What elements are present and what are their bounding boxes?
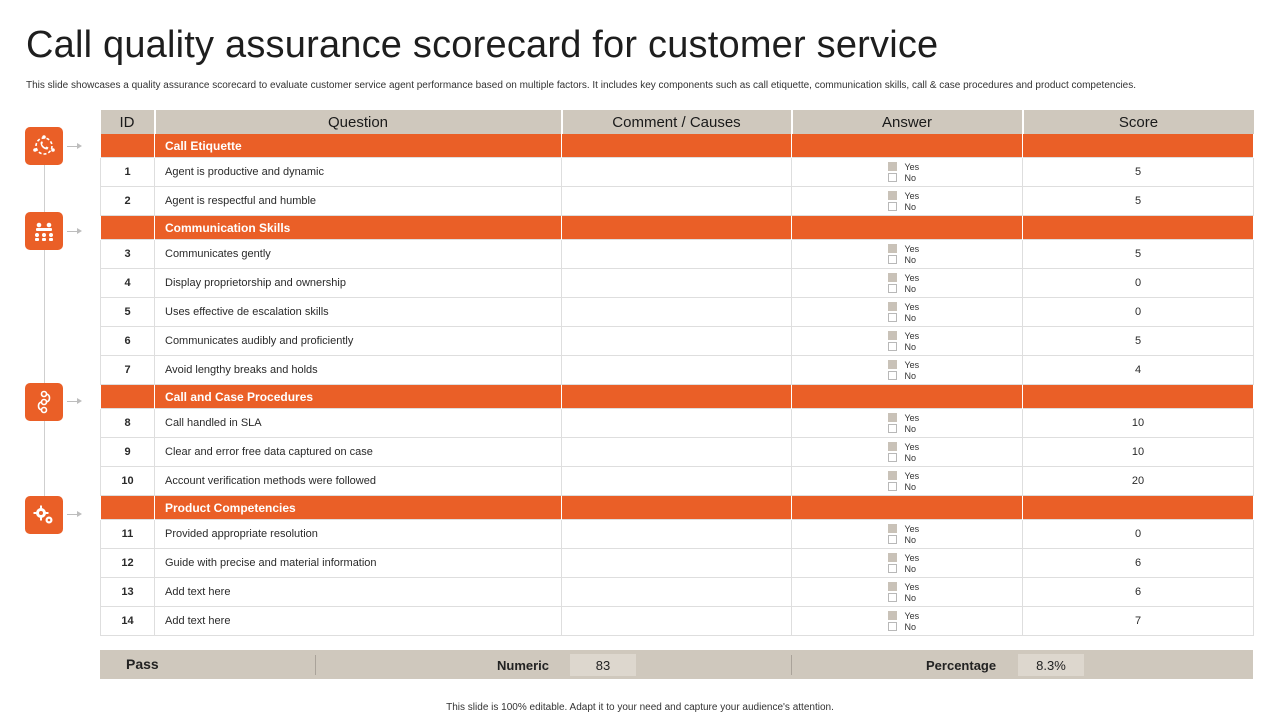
row-score: 6 [1023, 578, 1254, 607]
no-label: No [904, 481, 917, 492]
row-question: Guide with precise and material information [155, 549, 562, 578]
answer-options [792, 190, 1022, 212]
row-question: Add text here [155, 578, 562, 607]
row-score: 5 [1023, 187, 1254, 216]
footer-note: This slide is 100% editable. Adapt it to your need and capture your audience's attention. [446, 702, 834, 713]
section-empty-cell [792, 385, 1023, 409]
section-title: Communication Skills [155, 216, 562, 240]
row-comment[interactable] [562, 240, 792, 269]
answer-option-yes[interactable] [888, 470, 927, 481]
section-id-cell [101, 385, 155, 409]
no-checkbox[interactable] [888, 313, 897, 322]
team-meeting-icon [25, 212, 63, 250]
row-answer [792, 356, 1023, 385]
row-question: Clear and error free data captured on case [155, 438, 562, 467]
section-header-row [101, 385, 1254, 409]
no-checkbox[interactable] [888, 371, 897, 380]
no-label: No [904, 621, 917, 632]
answer-option-no[interactable] [888, 563, 927, 574]
arrow-right-icon [67, 401, 83, 403]
row-id: 2 [101, 187, 155, 216]
table-row [101, 438, 1254, 467]
yes-checkbox[interactable] [888, 244, 897, 253]
row-comment[interactable] [562, 578, 792, 607]
no-label: No [904, 254, 917, 265]
answer-options [792, 243, 1022, 265]
summary-divider [315, 655, 316, 675]
section-empty-cell [792, 216, 1023, 240]
row-answer [792, 520, 1023, 549]
yes-label: Yes [904, 552, 920, 563]
row-id: 4 [101, 269, 155, 298]
row-comment[interactable] [562, 607, 792, 636]
row-answer [792, 409, 1023, 438]
answer-option-yes[interactable] [888, 552, 927, 563]
answer-options [792, 272, 1022, 294]
row-answer [792, 240, 1023, 269]
section-empty-cell [562, 385, 792, 409]
no-label: No [904, 563, 917, 574]
row-score: 20 [1023, 467, 1254, 496]
row-comment[interactable] [562, 549, 792, 578]
no-checkbox[interactable] [888, 622, 897, 631]
table-row [101, 467, 1254, 496]
no-checkbox[interactable] [888, 202, 897, 211]
no-label: No [904, 452, 917, 463]
table-row [101, 520, 1254, 549]
no-label: No [904, 283, 917, 294]
no-label: No [904, 423, 917, 434]
row-id: 10 [101, 467, 155, 496]
answer-option-no[interactable] [888, 172, 927, 183]
yes-checkbox[interactable] [888, 273, 897, 282]
yes-checkbox[interactable] [888, 331, 897, 340]
row-id: 14 [101, 607, 155, 636]
no-label: No [904, 592, 917, 603]
no-checkbox[interactable] [888, 424, 897, 433]
numeric-value: 83 [570, 654, 636, 676]
yes-label: Yes [904, 470, 920, 481]
answer-options [792, 359, 1022, 381]
no-checkbox[interactable] [888, 482, 897, 491]
no-checkbox[interactable] [888, 255, 897, 264]
row-comment[interactable] [562, 158, 792, 187]
row-score: 5 [1023, 240, 1254, 269]
header-question: Question [155, 110, 562, 134]
section-id-cell [101, 496, 155, 520]
row-comment[interactable] [562, 520, 792, 549]
section-empty-cell [562, 216, 792, 240]
no-label: No [904, 312, 917, 323]
row-answer [792, 549, 1023, 578]
yes-label: Yes [904, 441, 920, 452]
row-question: Communicates gently [155, 240, 562, 269]
row-question: Account verification methods were followed [155, 467, 562, 496]
section-header-row [101, 134, 1254, 158]
no-label: No [904, 370, 917, 381]
yes-label: Yes [904, 301, 920, 312]
answer-option-yes[interactable] [888, 523, 927, 534]
section-empty-cell [792, 496, 1023, 520]
row-answer [792, 467, 1023, 496]
row-id: 8 [101, 409, 155, 438]
yes-checkbox[interactable] [888, 471, 897, 480]
row-question: Agent is productive and dynamic [155, 158, 562, 187]
section-empty-cell [1023, 134, 1254, 158]
row-score: 5 [1023, 158, 1254, 187]
row-id: 11 [101, 520, 155, 549]
row-comment[interactable] [562, 438, 792, 467]
row-answer [792, 578, 1023, 607]
table-row [101, 187, 1254, 216]
table-row [101, 269, 1254, 298]
answer-options [792, 552, 1022, 574]
yes-checkbox[interactable] [888, 611, 897, 620]
answer-option-no[interactable] [888, 621, 927, 632]
row-id: 12 [101, 549, 155, 578]
no-checkbox[interactable] [888, 535, 897, 544]
percentage-label: Percentage [926, 658, 997, 673]
answer-option-no[interactable] [888, 534, 927, 545]
scorecard-table [100, 110, 1254, 636]
section-id-cell [101, 134, 155, 158]
answer-option-yes[interactable] [888, 272, 927, 283]
no-label: No [904, 172, 917, 183]
arrow-right-icon [67, 231, 83, 233]
answer-option-yes[interactable] [888, 190, 927, 201]
table-row [101, 549, 1254, 578]
yes-checkbox[interactable] [888, 582, 897, 591]
no-label: No [904, 201, 917, 212]
row-answer [792, 327, 1023, 356]
section-title: Call and Case Procedures [155, 385, 562, 409]
row-comment[interactable] [562, 187, 792, 216]
no-checkbox[interactable] [888, 564, 897, 573]
row-answer [792, 298, 1023, 327]
process-flow-icon [25, 383, 63, 421]
row-question: Communicates audibly and proficiently [155, 327, 562, 356]
row-score: 7 [1023, 607, 1254, 636]
row-comment[interactable] [562, 269, 792, 298]
page-subtitle: This slide showcases a quality assurance scorecard to evaluate customer service agent performance based on multiple factors. It includes key components such as call etiquette, communication skills, call & case procedures and product competencies. [26, 80, 1136, 91]
section-empty-cell [1023, 385, 1254, 409]
arrow-right-icon [67, 514, 83, 516]
answer-option-yes[interactable] [888, 610, 927, 621]
table-row [101, 327, 1254, 356]
row-comment[interactable] [562, 327, 792, 356]
answer-option-yes[interactable] [888, 301, 927, 312]
no-label: No [904, 534, 917, 545]
row-score: 4 [1023, 356, 1254, 385]
row-score: 6 [1023, 549, 1254, 578]
yes-checkbox[interactable] [888, 413, 897, 422]
table-row [101, 607, 1254, 636]
row-question: Uses effective de escalation skills [155, 298, 562, 327]
gears-icon [25, 496, 63, 534]
yes-label: Yes [904, 412, 920, 423]
timeline-line [44, 146, 45, 514]
yes-label: Yes [904, 243, 920, 254]
row-question: Agent is respectful and humble [155, 187, 562, 216]
answer-options [792, 412, 1022, 434]
yes-label: Yes [904, 581, 920, 592]
answer-option-no[interactable] [888, 481, 927, 492]
row-score: 0 [1023, 269, 1254, 298]
row-answer [792, 158, 1023, 187]
yes-checkbox[interactable] [888, 442, 897, 451]
header-comment: Comment / Causes [562, 110, 792, 134]
row-score: 10 [1023, 438, 1254, 467]
table-header-row [101, 110, 1254, 134]
yes-checkbox[interactable] [888, 360, 897, 369]
row-answer [792, 438, 1023, 467]
row-score: 5 [1023, 327, 1254, 356]
answer-options [792, 161, 1022, 183]
summary-bar [100, 650, 1253, 679]
row-id: 1 [101, 158, 155, 187]
row-comment[interactable] [562, 467, 792, 496]
answer-option-no[interactable] [888, 201, 927, 212]
answer-options [792, 581, 1022, 603]
row-id: 5 [101, 298, 155, 327]
row-question: Add text here [155, 607, 562, 636]
row-id: 9 [101, 438, 155, 467]
no-checkbox[interactable] [888, 342, 897, 351]
yes-label: Yes [904, 359, 920, 370]
row-question: Avoid lengthy breaks and holds [155, 356, 562, 385]
row-answer [792, 607, 1023, 636]
no-label: No [904, 341, 917, 352]
row-question: Provided appropriate resolution [155, 520, 562, 549]
yes-label: Yes [904, 272, 920, 283]
yes-checkbox[interactable] [888, 524, 897, 533]
answer-option-yes[interactable] [888, 243, 927, 254]
answer-options [792, 441, 1022, 463]
yes-label: Yes [904, 330, 920, 341]
yes-label: Yes [904, 523, 920, 534]
arrow-right-icon [67, 146, 83, 148]
answer-options [792, 610, 1022, 632]
row-id: 6 [101, 327, 155, 356]
yes-label: Yes [904, 610, 920, 621]
no-checkbox[interactable] [888, 173, 897, 182]
answer-option-no[interactable] [888, 312, 927, 323]
yes-checkbox[interactable] [888, 553, 897, 562]
answer-option-no[interactable] [888, 452, 927, 463]
yes-checkbox[interactable] [888, 162, 897, 171]
section-empty-cell [1023, 496, 1254, 520]
percentage-value: 8.3% [1018, 654, 1084, 676]
answer-option-yes[interactable] [888, 330, 927, 341]
row-answer [792, 187, 1023, 216]
section-header-row [101, 216, 1254, 240]
row-question: Call handled in SLA [155, 409, 562, 438]
row-id: 3 [101, 240, 155, 269]
row-comment[interactable] [562, 356, 792, 385]
no-checkbox[interactable] [888, 453, 897, 462]
section-empty-cell [562, 134, 792, 158]
answer-option-no[interactable] [888, 341, 927, 352]
answer-option-no[interactable] [888, 423, 927, 434]
row-score: 0 [1023, 298, 1254, 327]
answer-options [792, 523, 1022, 545]
header-answer: Answer [792, 110, 1023, 134]
yes-checkbox[interactable] [888, 191, 897, 200]
section-empty-cell [792, 134, 1023, 158]
header-score: Score [1023, 110, 1254, 134]
section-title: Product Competencies [155, 496, 562, 520]
table-row [101, 578, 1254, 607]
answer-option-no[interactable] [888, 283, 927, 294]
answer-options [792, 301, 1022, 323]
table-row [101, 356, 1254, 385]
answer-option-no[interactable] [888, 370, 927, 381]
row-question: Display proprietorship and ownership [155, 269, 562, 298]
page-title: Call quality assurance scorecard for customer service [26, 24, 939, 66]
row-answer [792, 269, 1023, 298]
answer-option-yes[interactable] [888, 412, 927, 423]
table-row [101, 240, 1254, 269]
summary-divider [791, 655, 792, 675]
row-score: 0 [1023, 520, 1254, 549]
row-score: 10 [1023, 409, 1254, 438]
section-id-cell [101, 216, 155, 240]
row-id: 13 [101, 578, 155, 607]
yes-checkbox[interactable] [888, 302, 897, 311]
answer-option-yes[interactable] [888, 441, 927, 452]
table-row [101, 298, 1254, 327]
pass-label: Pass [126, 656, 159, 672]
table-row [101, 158, 1254, 187]
no-checkbox[interactable] [888, 593, 897, 602]
section-empty-cell [562, 496, 792, 520]
yes-label: Yes [904, 161, 920, 172]
yes-label: Yes [904, 190, 920, 201]
answer-option-no[interactable] [888, 254, 927, 265]
header-id: ID [101, 110, 155, 134]
answer-option-yes[interactable] [888, 581, 927, 592]
row-comment[interactable] [562, 409, 792, 438]
section-title: Call Etiquette [155, 134, 562, 158]
answer-option-no[interactable] [888, 592, 927, 603]
answer-options [792, 470, 1022, 492]
answer-option-yes[interactable] [888, 161, 927, 172]
row-comment[interactable] [562, 298, 792, 327]
row-id: 7 [101, 356, 155, 385]
numeric-label: Numeric [497, 658, 550, 673]
section-empty-cell [1023, 216, 1254, 240]
phone-network-icon [25, 127, 63, 165]
answer-options [792, 330, 1022, 352]
no-checkbox[interactable] [888, 284, 897, 293]
section-header-row [101, 496, 1254, 520]
answer-option-yes[interactable] [888, 359, 927, 370]
table-row [101, 409, 1254, 438]
